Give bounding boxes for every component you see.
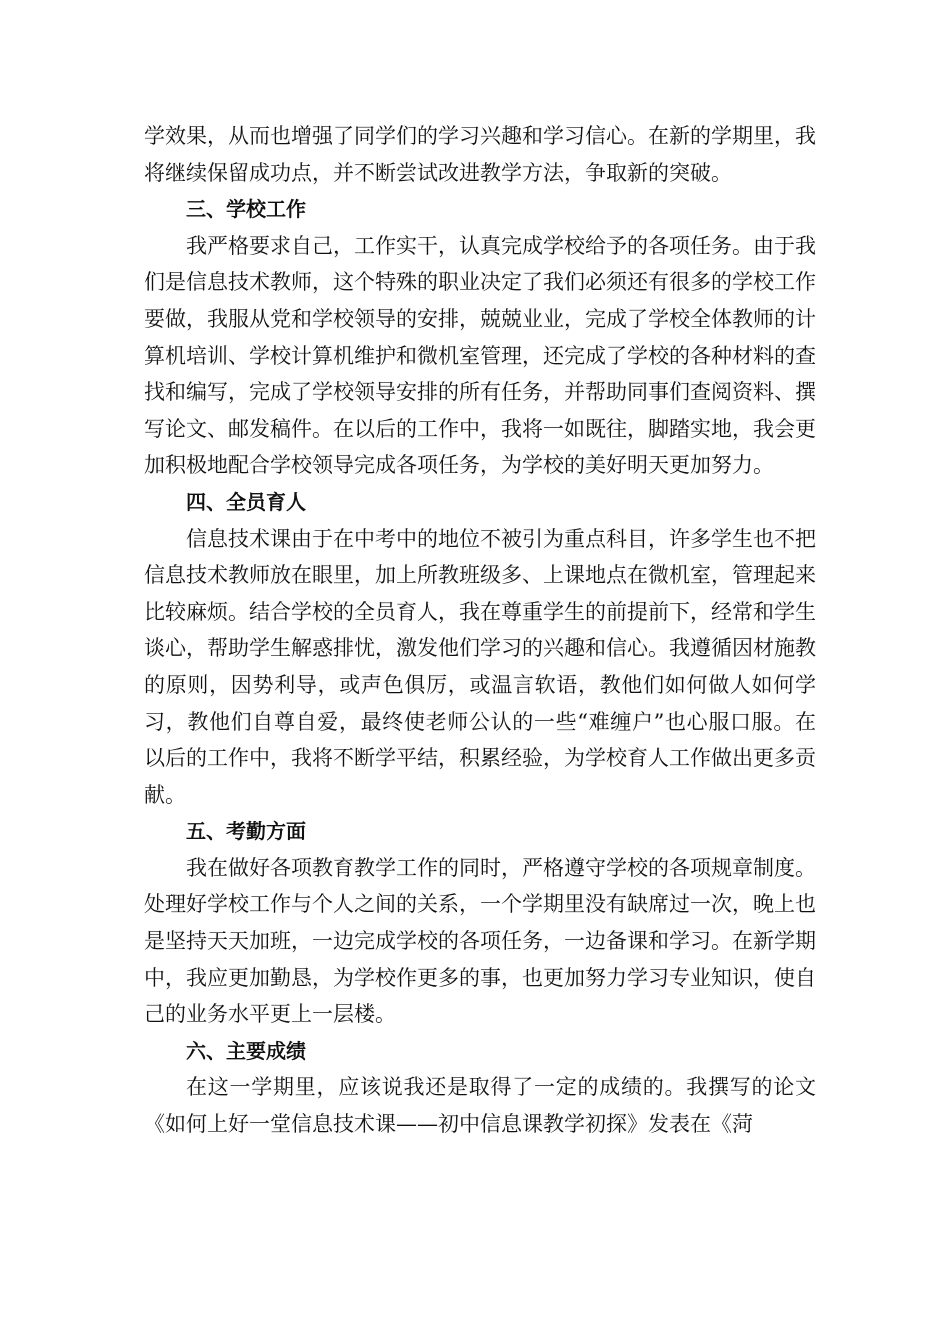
paragraph-main-achievements: 在这一学期里，应该说我还是取得了一定的成绩的。我撰写的论文《如何上好一堂信息技术课——初中信息课教学初探》发表在《菏 [144,1075,816,1137]
paragraph-attendance: 我在做好各项教育教学工作的同时，严格遵守学校的各项规章制度。处理好学校工作与个人之间的关系，一个学期里没有缺席过一次，晚上也是坚持天天加班，一边完成学校的各项任务，一边备课和学习。在新学期中，我应更加勤恳，为学校作更多的事，也更加努力学习专业知识，使自己的业务水平更上一层楼。 [144,855,816,1027]
heading-school-work: 三、学校工作 [186,197,306,222]
paragraph-school-work: 我严格要求自己，工作实干，认真完成学校给予的各项任务。由于我们是信息技术教师，这个特殊的职业决定了我们必须还有很多的学校工作要做，我服从党和学校领导的安排，兢兢业业，完成了学校全体教师的计算机培训、学校计算机维护和微机室管理，还完成了学校的各种材料的查找和编写，完成了学校领导安排的所有任务，并帮助同事们查阅资料、撰写论文、邮发稿件。在以后的工作中，我将一如既往，脚踏实地，我会更加积极地配合学校领导完成各项任务，为学校的美好明天更加努力。 [144,233,816,478]
heading-attendance: 五、考勤方面 [186,819,306,844]
paragraph-all-staff-education: 信息技术课由于在中考中的地位不被引为重点科目，许多学生也不把信息技术教师放在眼里，加上所教班级多、上课地点在微机室，管理起来比较麻烦。结合学校的全员育人，我在尊重学生的前提前下，经常和学生谈心，帮助学生解惑排忧，激发他们学习的兴趣和信心。我遵循因材施教的原则，因势利导，或声色俱厉，或温言软语，教他们如何做人如何学习，教他们自尊自爱，最终使老师公认的一些“难缠户”也心服口服。在以后的工作中，我将不断学平结，积累经验，为学校育人工作做出更多贡献。 [144,526,816,807]
heading-main-achievements: 六、主要成绩 [186,1038,306,1063]
paragraph-teaching-effect: 学效果，从而也增强了同学们的学习兴趣和学习信心。在新的学期里，我将继续保留成功点，并不断尝试改进教学方法，争取新的突破。 [144,124,816,185]
heading-all-staff-education: 四、全员育人 [186,489,306,514]
document-body [144,118,816,1143]
